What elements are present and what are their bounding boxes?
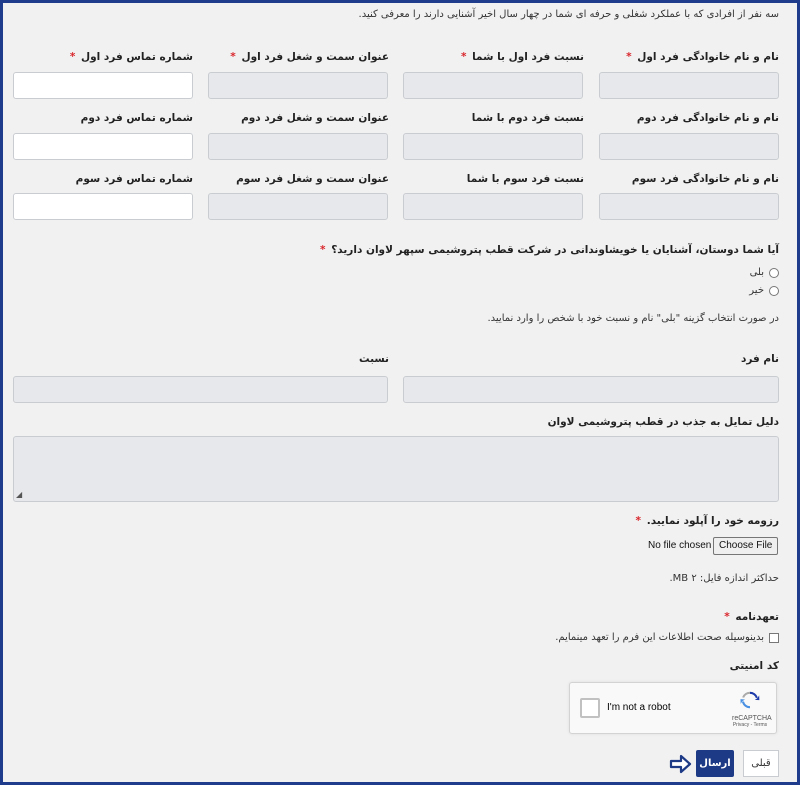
radio-no-circle[interactable] (769, 286, 779, 296)
ref2-position-input[interactable] (208, 133, 388, 160)
ref1-relation-input[interactable] (403, 72, 583, 99)
ref2-name-label: نام و نام خانوادگی فرد دوم (636, 112, 779, 124)
ref2-relation-label: نسبت فرد دوم با شما (471, 112, 584, 124)
recaptcha-widget (569, 682, 777, 734)
recaptcha-logo (732, 689, 772, 728)
no-file-text: No file chosen (648, 540, 712, 551)
acquaintance-question: آیا شما دوستان، آشنایان یا خویشاوندانی در شرکت قطب پتروشیمی سپهر لاوان دارید؟ * (320, 244, 779, 256)
commitment-checkbox-row[interactable] (555, 632, 779, 643)
person-name-label: نام فرد (740, 353, 779, 365)
commitment-text: بدینوسیله صحت اطلاعات این فرم را تعهد مینمایم. (555, 632, 764, 643)
ref1-name-label: نام و نام خانوادگی فرد اول * (626, 51, 779, 63)
ref1-position-input[interactable] (208, 72, 388, 99)
ref2-position-label: عنوان سمت و شغل فرد دوم (241, 112, 389, 124)
captcha-label: کد امنیتی (729, 660, 779, 672)
max-size-text: حداکثر اندازه فایل: ۲ MB. (669, 573, 779, 584)
commitment-checkbox[interactable] (769, 633, 779, 643)
ref3-position-input[interactable] (208, 193, 388, 220)
person-name-input[interactable] (403, 376, 779, 403)
ref3-position-label: عنوان سمت و شغل فرد سوم (236, 173, 389, 185)
radio-yes-circle[interactable] (769, 268, 779, 278)
ref3-name-input[interactable] (599, 193, 779, 220)
ref2-relation-input[interactable] (403, 133, 583, 160)
recaptcha-links[interactable]: Privacy - Terms (732, 722, 768, 728)
ref1-phone-label: شماره تماس فرد اول * (69, 51, 193, 63)
ref3-phone-label: شماره تماس فرد سوم (75, 173, 193, 185)
radio-no-label: خیر (749, 285, 764, 296)
prev-button[interactable]: قبلی (743, 750, 779, 777)
ref2-phone-input[interactable] (13, 133, 193, 160)
ref1-phone-input[interactable] (13, 72, 193, 99)
acquaintance-hint: در صورت انتخاب گزینه "بلی" نام و نسبت خود با شخص را وارد نمایید. (487, 313, 779, 324)
ref2-phone-label: شماره تماس فرد دوم (80, 112, 193, 124)
ref3-relation-label: نسبت فرد سوم با شما (466, 173, 584, 185)
ref1-name-input[interactable] (599, 72, 779, 99)
choose-file-button[interactable]: Choose File (713, 537, 778, 555)
reason-label: دلیل تمایل به جذب در قطب پتروشیمی لاوان (547, 416, 779, 428)
recaptcha-text: I'm not a robot (607, 702, 671, 713)
ref3-phone-input[interactable] (13, 193, 193, 220)
intro-text: سه نفر از افرادی که با عملکرد شغلی و حرفه ای شما در چهار سال اخیر آشنایی دارند را معرفی کنید. (358, 9, 779, 20)
resume-label: رزومه خود را آپلود نمایید. * (635, 515, 779, 527)
ref2-name-input[interactable] (599, 133, 779, 160)
ref1-relation-label: نسبت فرد اول با شما * (460, 51, 584, 63)
radio-yes-label: بلی (749, 267, 764, 278)
radio-no[interactable] (749, 285, 779, 296)
recaptcha-icon (739, 689, 761, 711)
resize-handle-icon[interactable]: ◢ (16, 490, 23, 499)
person-relation-label: نسبت (358, 353, 389, 365)
reason-textarea[interactable] (13, 436, 779, 502)
person-relation-input[interactable] (13, 376, 388, 403)
ref1-position-label: عنوان سمت و شغل فرد اول * (230, 51, 389, 63)
commitment-label: تعهدنامه * (724, 611, 779, 623)
submit-button[interactable]: ارسال (696, 750, 734, 777)
arrow-right-icon (668, 752, 692, 776)
radio-yes[interactable] (750, 267, 779, 278)
ref3-name-label: نام و نام خانوادگی فرد سوم (631, 173, 779, 185)
ref3-relation-input[interactable] (403, 193, 583, 220)
recaptcha-checkbox[interactable] (580, 698, 600, 718)
recaptcha-brand: reCAPTCHA (732, 715, 772, 722)
